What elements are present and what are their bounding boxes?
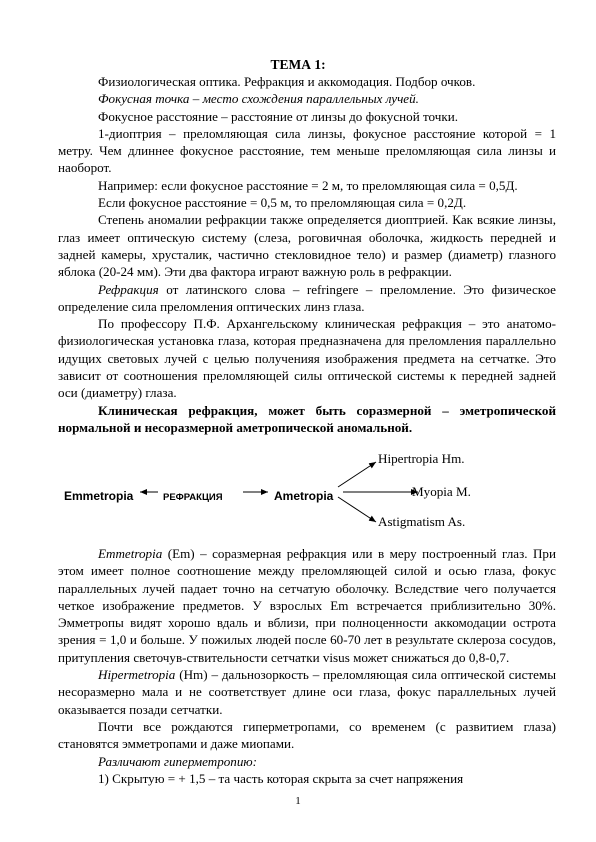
paragraph-anomaly-degree: Степень аномалии рефракции также определяется диоптрией. Как всякие линзы, глаз имеет оптическую систему (слеза, роговичная оболочка, жидкость передней и задней камеры, хрусталик, частично стекловидное тело) и размер (диаметр) глазного яблока (20-24 мм). Эти два фактора играют важную роль в рефракции. [58,212,556,280]
paragraph-focal-distance: Фокусное расстояние – расстояние от линзы до фокусной точки. [98,108,458,124]
paragraph-arkhangelsky: По профессору П.Ф. Архангельскому клиническая рефракция – это анатомо-физиологическая установка глаза, которая предназначена для преломления параллельно идущих световых лучей с целью полученияя изображения предмета на сетчатке. Это зависит от соотношения преломляющей силы оптической системы к передней задней оси (диаметру) глаза. [58,316,556,401]
emmetropia-text: (Em) – соразмерная рефракция или в меру построенный глаз. При этом имеет полное соотношение между преломляющей силой и осью глаза, фокус параллельных лучей падает точно на сетчатую оболочку. Вследствие чего получается четкое изображение предметов. У взрослых Em встречается приблизительно 30%. Эмметропы видят хорошо вдаль и вблизи, при полноценности аккомодации острота зрения = 1,0 и больше. У пожилых людей после 60-70 лет в результате склероза сосудов, притупления светочув-ствительности сетчатки visus может снижаться до 0,8-0,7. [58,546,556,665]
paragraph-example-1: Например: если фокусное расстояние = 2 м, то преломляющая сила = 0,5Д. [98,177,518,193]
label-emmetropia: Emmetropia [64,489,134,503]
label-myopia: Myopia M. [412,484,471,499]
refraction-definition-text: от латинского слова – refringere – преломление. Это физическое определение сила преломления оптических линз глаза. [58,281,556,314]
arrow-to-astigmatism [338,497,376,522]
paragraph-example-2: Если фокусное расстояние = 0,5 м, то преломляющая сила = 0,2Д. [98,195,467,211]
paragraph-topic: Физиологическая оптика. Рефракция и аккомодация. Подбор очков. [98,74,476,89]
refraction-diagram [58,440,556,540]
paragraph-diopter: 1-диоптрия – преломляющая сила линзы, фокусное расстояние которой = 1 метру. Чем длиннее фокусное расстояние, тем меньше преломляющая сила линзы и наоборот. [58,125,556,176]
text-block-top [58,73,556,436]
term-refraction: Рефракция [98,281,159,297]
term-emmetropia: Emmetropia [98,546,163,561]
paragraph-latent: 1) Скрытую = + 1,5 – та часть которая скрыта за счет напряжения [98,770,464,786]
paragraph-focal-point: Фокусная точка – место схождения параллельных лучей. [98,91,419,107]
paragraph-emmetropia [58,545,556,666]
paragraph-hipermetropia [58,666,556,718]
page-title: ТЕМА 1: [270,57,326,72]
paragraph-clinical-refraction: Клиническая рефракция, может быть соразмерной – эметропической нормальной и несоразмерной аметропической аномальной. [58,402,556,435]
label-astigmatism: Astigmatism As. [378,514,466,529]
text-block-bottom [58,545,556,787]
page-number: 1 [295,795,301,807]
paragraph-born-hypermetropes: Почти все рождаются гиперметропами, со временем (с развитием глаза) становятся эмметропами и даже миопами. [58,718,556,752]
label-hipertropia: Hipertropia Hm. [378,451,465,466]
hipermetropia-text: (Hm) – дальнозоркость – преломляющая сила оптической системы несоразмерно мала и не соответствует длине оси глаза, фокус параллельных лучей оказывается позади сетчатки. [58,667,556,717]
paragraph-distinguish: Различают гиперметропию: [98,753,257,769]
term-hipermetropia: Hipermetropia [98,667,176,683]
label-refraction: РЕФРАКЦИЯ [163,492,223,503]
paragraph-refraction-definition [58,281,556,316]
arrow-to-hipertropia [338,462,376,487]
label-ametropia: Ametropia [274,489,334,503]
